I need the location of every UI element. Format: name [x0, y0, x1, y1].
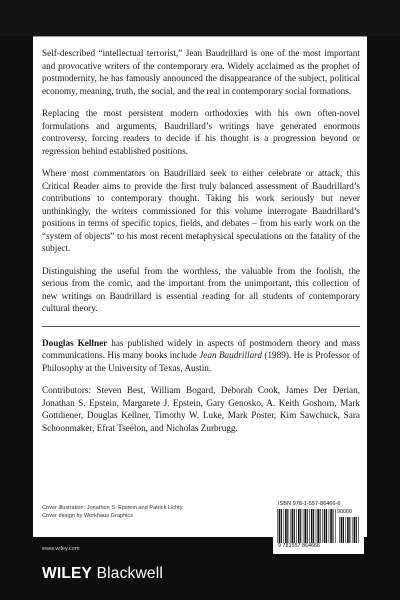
author-bio-text-1: has published widely in aspects of postmodern theory and mass communications. His many books include — [42, 337, 360, 360]
contributors-list: Contributors: Steven Best, William Bogard, Deborah Cook, James Der Derian, Jonathan S. Epstein, Margarete J. Epstein, Gary Genosko, A. Keith Goshorn, Mark Gottdiener, Douglas Kellner, Timothy W. Luke, Mark Poster, Kim Sawchuck, Sara Schoonmaker, Efrat Tseëlon, and Nicholas Zurbrugg. — [42, 385, 360, 433]
blurb-content — [42, 47, 360, 444]
barcode-addon-number: 90000 — [337, 509, 352, 515]
barcode-number: 9 781557 864666 — [278, 543, 320, 549]
cover-credits — [42, 505, 184, 520]
blurb-paragraph-1: Self-described “intellectual terrorist,” Jean Baudrillard is one of the most important and provocative writers of the contemporary era. Widely acclaimed as the prophet of postmodernity, he has famously announced the disappearance of the subject, political economy, meaning, truth, the social, and the real in contemporary social formations. — [42, 48, 360, 96]
barcode-icon — [277, 509, 337, 543]
logo-imprint: Blackwell — [92, 565, 164, 582]
author-name: Douglas Kellner — [42, 337, 108, 348]
barcode-addon-icon — [339, 517, 361, 543]
top-band — [0, 0, 400, 36]
section-divider — [42, 326, 360, 327]
design-credit: Cover design by Workhaus Graphics — [42, 512, 133, 519]
blurb-paragraph-4: Distinguishing the useful from the worthless, the valuable from the foolish, the serious from the comic, and the important from the unimportant, this collection of new writings on Baudrillard is essential reading for all students of contemporary cultural theory. — [42, 265, 360, 313]
blurb-paragraph-2: Replacing the most persistent modern orthodoxies with his own often-novel formulations and arguments, Baudrillard’s writings have generated enormous controversy, forcing readers to decide if his thought is a progression beyond or regression behind established positions. — [42, 108, 360, 156]
author-bio-text-2: (1989). He is Professor of Philosophy at the University of Texas, Austin. — [42, 350, 360, 373]
logo-brand: WILEY — [42, 565, 93, 582]
publisher-url: www.wiley.com — [42, 546, 80, 552]
author-bio — [42, 337, 360, 375]
illustration-credit: Cover illustration: Jonathon S. Epstein and Patrick Lichty. — [42, 505, 184, 511]
blurb-paragraph-3: Where most commentators on Baudrillard seek to either celebrate or attack, this Critical Reader aims to provide the first truly balanced assessment of Baudrillard’s contributions to contemporary thought. Taking his work seriously but never unthinkingly, the writers commissioned for this volume interrogate Baudrillard’s positions in terms of specific topics, fields, and debates – from his early work on the “system of objects” to his most recent metaphysical speculations on the fatality of the subject. — [42, 168, 360, 253]
barcode-box — [273, 499, 364, 554]
author-book-title: Jean Baudrillard — [199, 350, 262, 360]
isbn-label: ISBN 978-1-557-86466-6 — [278, 501, 341, 507]
publisher-logo — [42, 565, 163, 583]
